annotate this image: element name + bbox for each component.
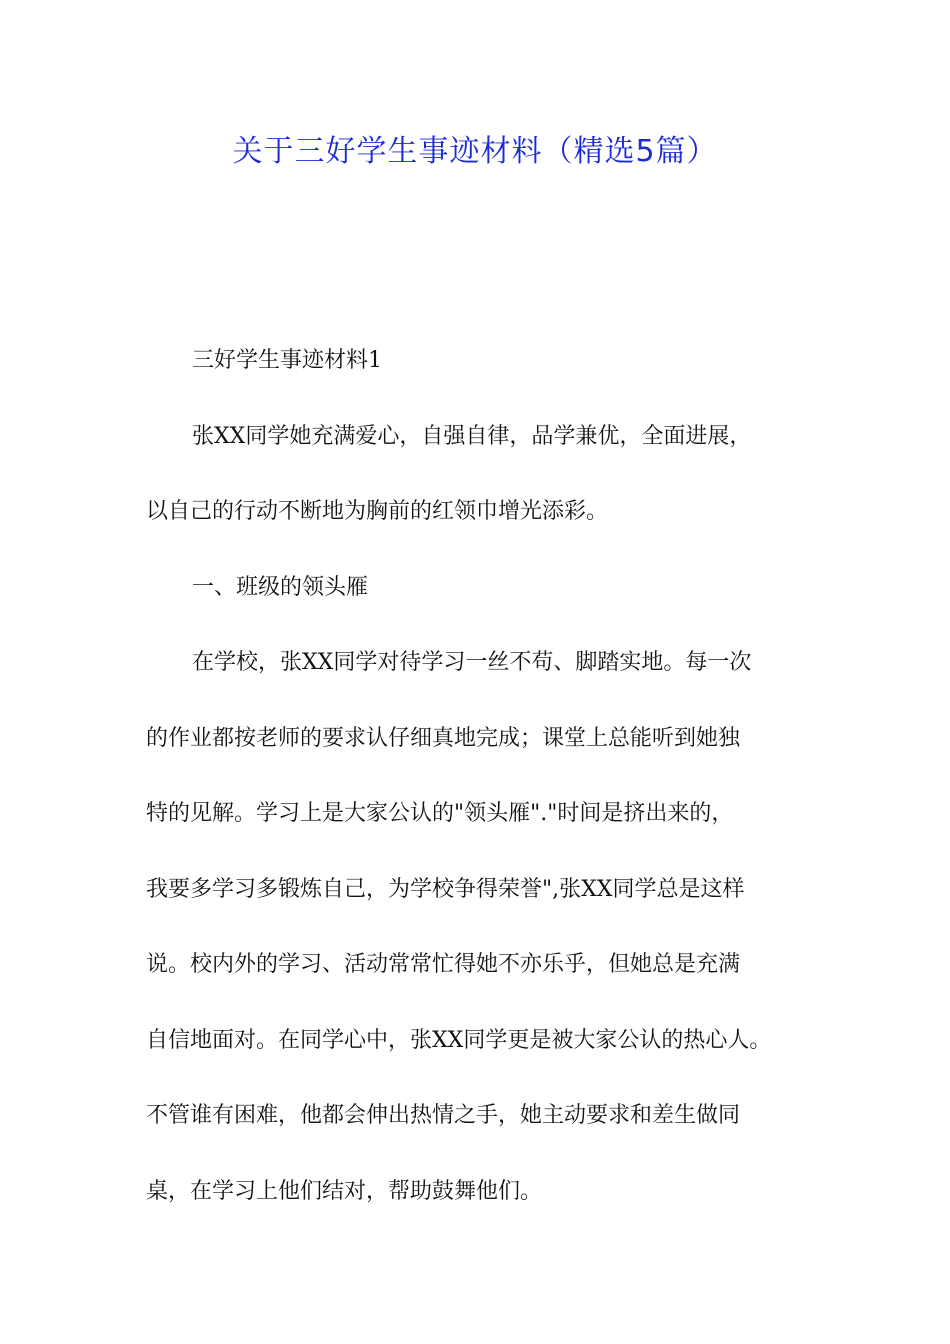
- paragraph-line: 桌，在学习上他们结对，帮助鼓舞他们。: [146, 1178, 543, 1204]
- paragraph-line: 特的见解。学习上是大家公认的"领头雁"."时间是挤出来的，: [146, 801, 734, 826]
- subsection-heading: 一、班级的领头雁: [192, 574, 369, 600]
- paragraph-line: 的作业都按老师的要求认仔细真地完成；课堂上总能听到她独: [146, 725, 741, 751]
- paragraph-line: 张XX同学她充满爱心，自强自律，品学兼优，全面进展，: [192, 423, 752, 449]
- section-heading: 三好学生事迹材料1: [192, 348, 382, 373]
- paragraph-line: 我要多学习多锻炼自己，为学校争得荣誉",张XX同学总是这样: [146, 876, 745, 902]
- document-body: [146, 336, 836, 1242]
- paragraph-line: 自信地面对。在同学心中，张XX同学更是被大家公认的热心人。: [146, 1027, 772, 1053]
- paragraph-line: 不管谁有困难，他都会伸出热情之手，她主动要求和差生做同: [146, 1103, 741, 1128]
- paragraph-line: 在学校，张XX同学对待学习一丝不苟、脚踏实地。每一次: [192, 650, 752, 675]
- document-title: 关于三好学生事迹材料（精选5篇）: [232, 134, 718, 169]
- paragraph-line: 以自己的行动不断地为胸前的红领巾增光添彩。: [146, 499, 609, 524]
- paragraph-line: 说。校内外的学习、活动常常忙得她不亦乐乎，但她总是充满: [146, 952, 741, 977]
